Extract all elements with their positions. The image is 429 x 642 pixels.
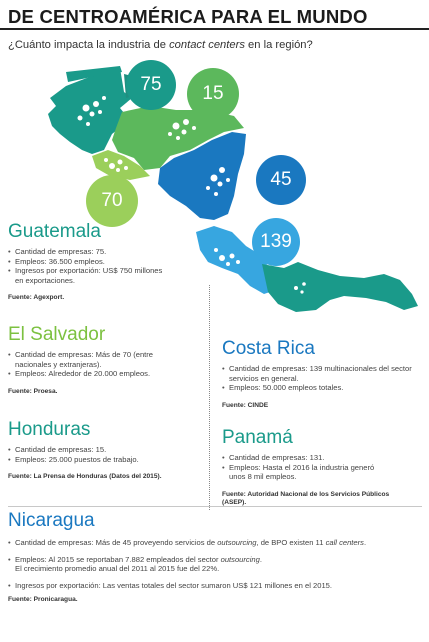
list-item: • Cantidad de empresas: Más de 45 proveyendo servicios de outsourcing, de BPO existen 11 call centers. (8, 538, 368, 548)
list-item: • Empleos: Hasta el 2016 la industria generó unos 8 mil empleos. (222, 463, 392, 482)
bubble-el-salvador: 70 (86, 175, 138, 227)
country-name-el-salvador: El Salvador (8, 324, 106, 345)
section-el-salvador (8, 325, 208, 395)
list-item: • Empleos: 25.000 puestos de trabajo. (8, 455, 208, 465)
page-subtitle: ¿Cuánto impacta la industria de contact centers en la región? (8, 39, 313, 51)
list-item: • Cantidad de empresas: 75. (8, 247, 198, 257)
map-panama (262, 262, 418, 312)
header-bar (0, 6, 429, 30)
list-item: • Cantidad de empresas: 139 multinacionales del sector servicios en general. (222, 364, 422, 383)
list-item: • Cantidad de empresas: 15. (8, 445, 208, 455)
section-divider (8, 506, 422, 507)
list-item: • Empleos: 50.000 empleos totales. (222, 383, 422, 393)
country-name-guatemala: Guatemala (8, 221, 101, 242)
bubble-nicaragua: 45 (256, 155, 306, 205)
source-nicaragua: Fuente: Pronicaragua. (8, 596, 78, 604)
list-item: • Ingresos por exportación: Las ventas totales del sector sumaron US$ 121 millones en el 2015. (8, 581, 422, 591)
list-item: • Empleos: Alrededor de 20.000 empleos. (8, 369, 208, 379)
country-name-costa-rica: Costa Rica (222, 338, 315, 359)
country-name-panama: Panamá (222, 427, 293, 448)
bubble-costa-rica: 139 (252, 218, 300, 266)
bubble-honduras: 15 (187, 68, 239, 120)
list-item: • Cantidad de empresas: Más de 70 (entre nacionales y extranjeras). (8, 350, 188, 369)
source-costa-rica: Fuente: CINDE (222, 401, 269, 409)
list-item: • Empleos: 36.500 empleos. (8, 257, 198, 267)
section-honduras (8, 420, 208, 480)
country-name-honduras: Honduras (8, 419, 91, 440)
section-guatemala (8, 222, 198, 301)
column-divider (209, 285, 210, 510)
page-title: DE CENTROAMÉRICA PARA EL MUNDO (8, 6, 368, 27)
source-el-salvador: Fuente: Proesa. (8, 387, 58, 395)
source-panama: Fuente: Autoridad Nacional de los Servicios Públicos (ASEP). (222, 490, 390, 507)
source-guatemala: Fuente: Agexport. (8, 294, 65, 302)
section-nicaragua (8, 511, 422, 603)
bubble-guatemala: 75 (126, 60, 176, 110)
country-name-nicaragua: Nicaragua (8, 510, 95, 531)
list-item: • Ingresos por exportación: US$ 750 millones en exportaciones. (8, 266, 168, 285)
list-item: • Cantidad de empresas: 131. (222, 453, 422, 463)
source-honduras: Fuente: La Prensa de Honduras (Datos del 2015). (8, 473, 162, 481)
list-item: • Empleos: Al 2015 se reportaban 7.882 empleados del sector outsourcing. El crecimiento promedio anual del 2011 al 2015 fue del 22%. (8, 555, 422, 574)
section-costa-rica (222, 339, 422, 409)
section-panama (222, 428, 422, 508)
